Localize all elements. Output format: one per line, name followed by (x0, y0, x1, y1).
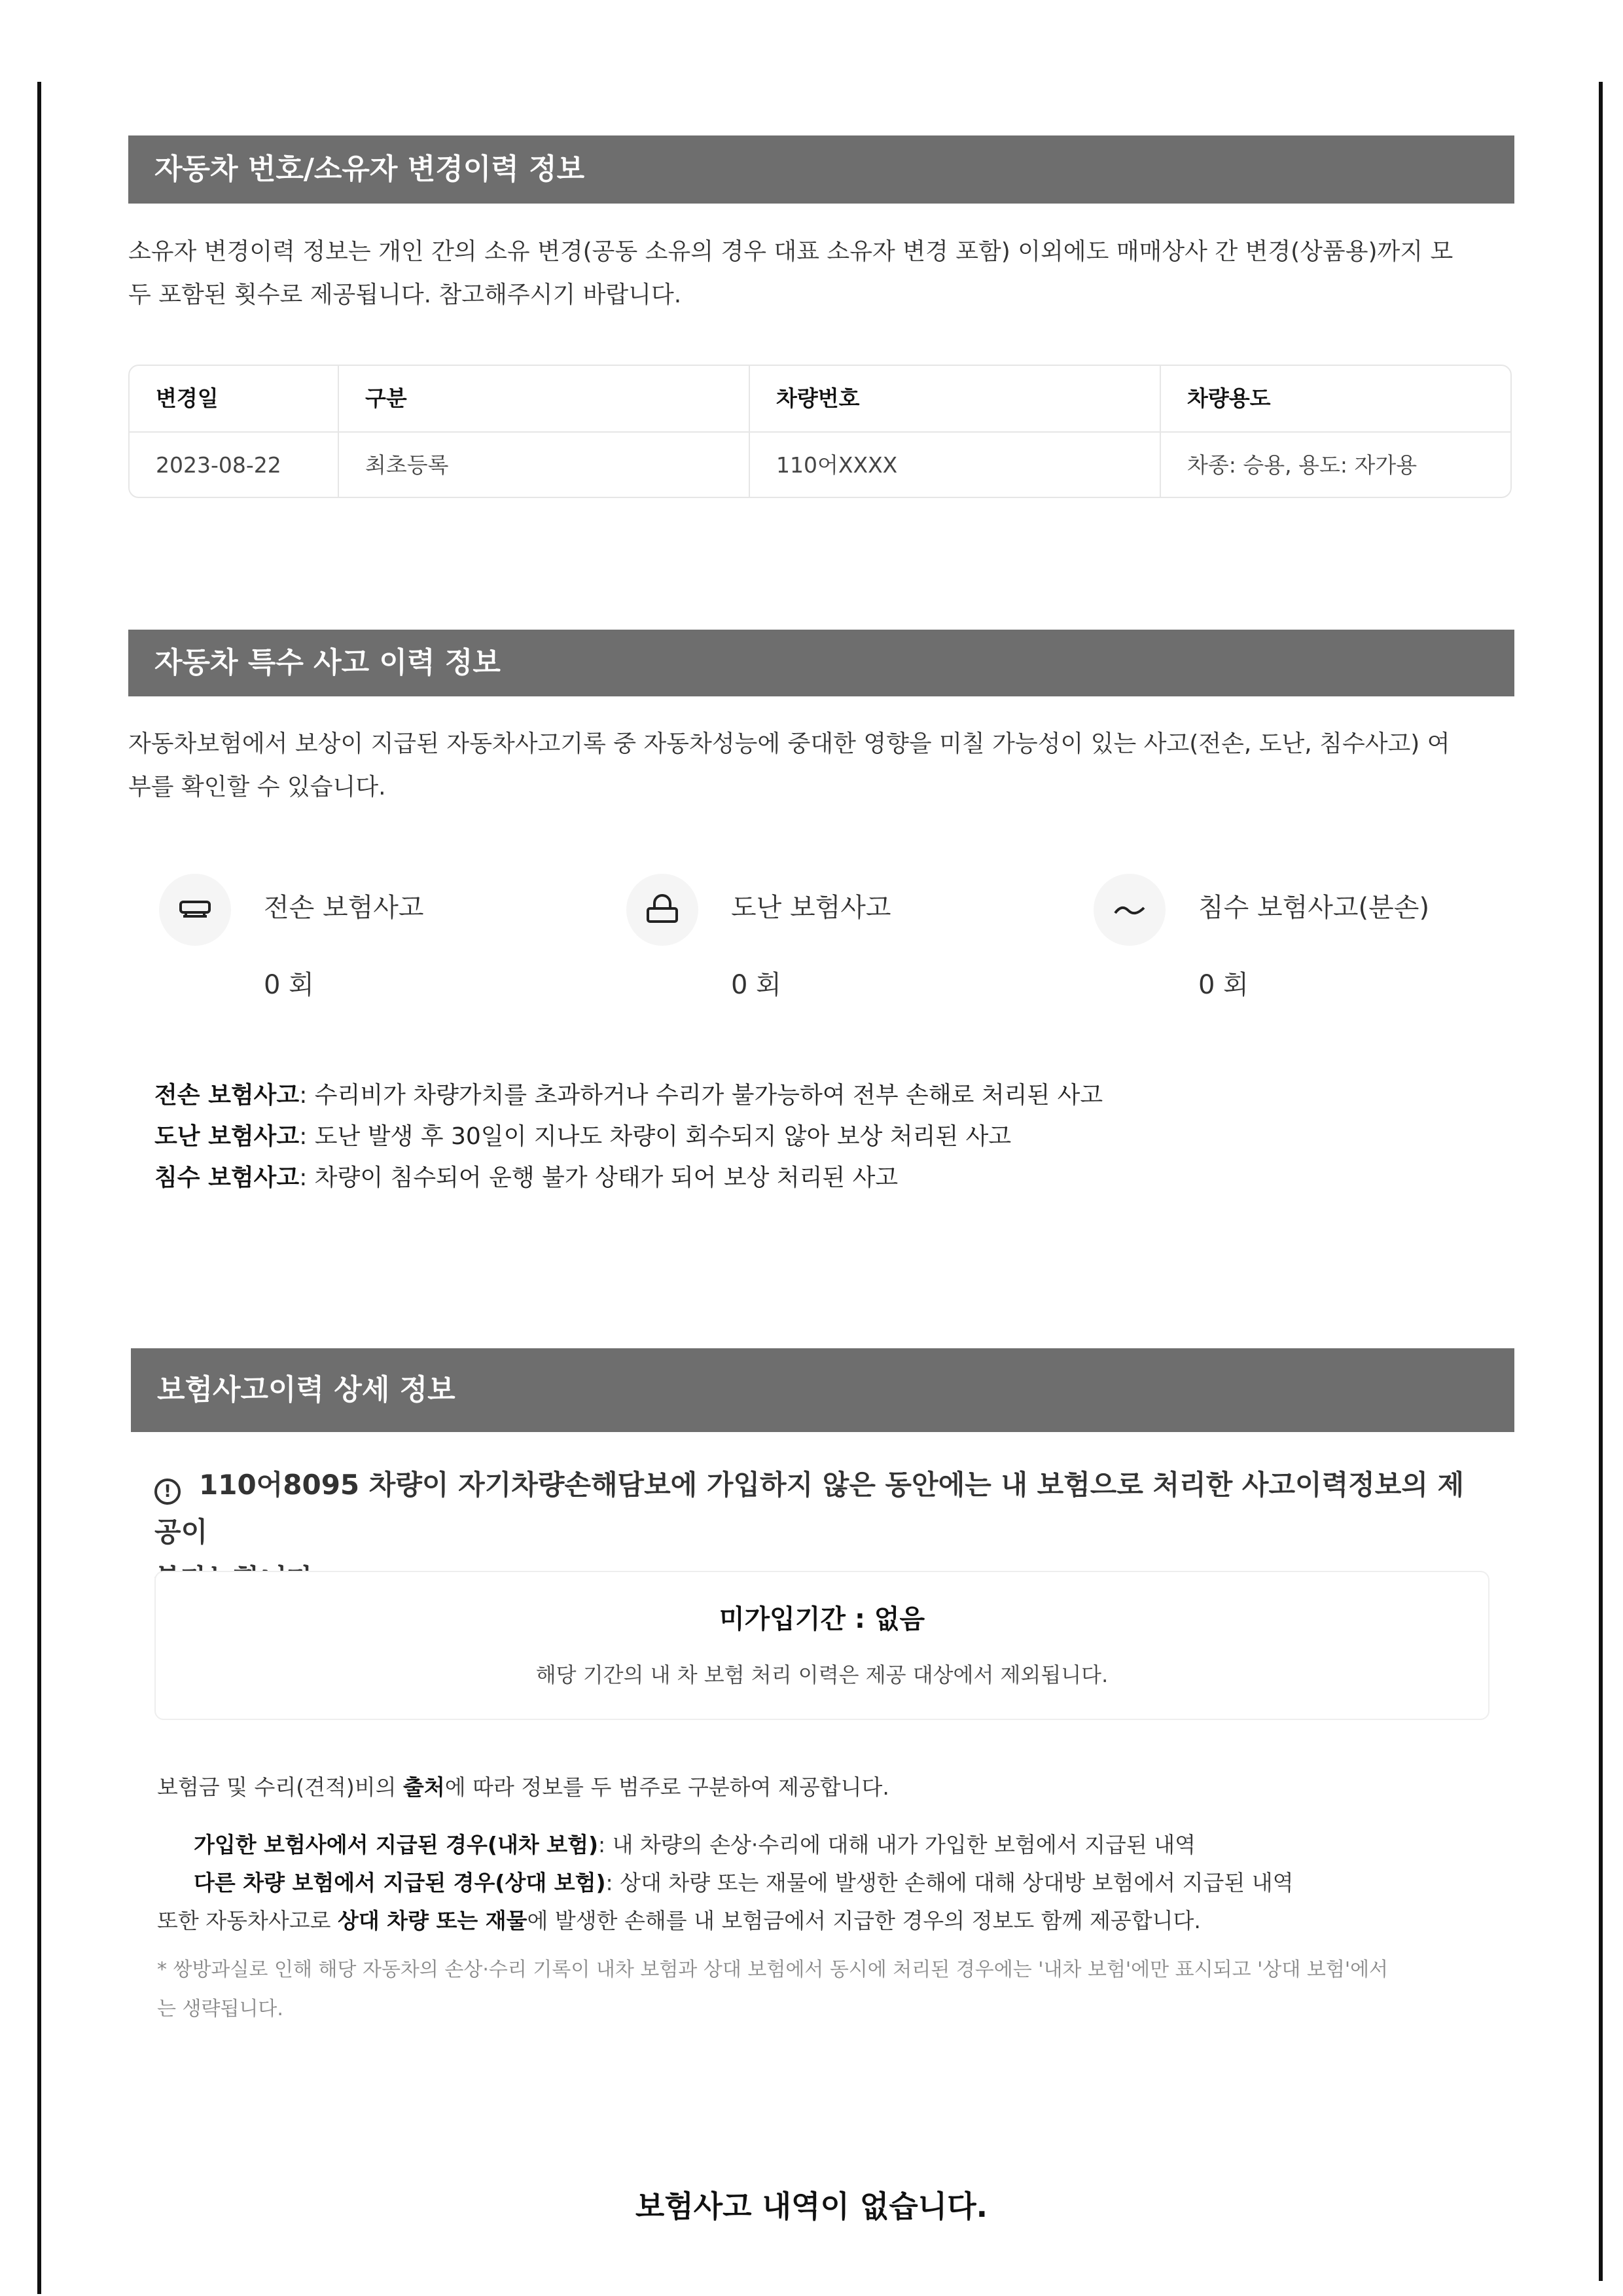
special-accident-description (128, 723, 1516, 809)
table-row (130, 433, 1510, 498)
definition-text: : 차량이 침수되어 운행 불가 상태가 되어 보상 처리된 사고 (299, 1164, 899, 1191)
theft-summary (626, 874, 1045, 998)
ownership-description-line-2: 두 포함된 횟수로 제공됩니다. 참고해주시기 바랍니다. (128, 281, 682, 308)
theft-label: 도난 보험사고 (731, 893, 891, 923)
category-own-insurance (194, 1828, 1196, 1859)
category-own-text: : 내 차량의 손상·수리에 대해 내가 가입한 보험에서 지급된 내역 (598, 1832, 1196, 1857)
definition-term: 침수 보험사고 (154, 1164, 300, 1191)
ownership-section-title: 자동차 번호/소유자 변경이력 정보 (128, 135, 1514, 204)
table-header-row (130, 366, 1510, 433)
definition-total-loss (154, 1077, 1103, 1110)
definition-flood (154, 1159, 898, 1193)
flood-label: 침수 보험사고(분손) (1198, 893, 1430, 923)
definition-term: 도난 보험사고 (154, 1123, 300, 1150)
insurance-section-title: 보험사고이력 상세 정보 (131, 1348, 1514, 1432)
total-loss-label: 전손 보험사고 (264, 893, 424, 923)
uninsured-period-description: 해당 기간의 내 차 보험 처리 이력은 제공 대상에서 제외됩니다. (535, 1662, 1109, 1687)
source-intro-post: 에 따라 정보를 두 범주로 구분하여 제공합니다. (444, 1774, 889, 1800)
additional-info (157, 1904, 1201, 1935)
flood-summary (1094, 874, 1512, 998)
ownership-history-table (128, 365, 1512, 498)
column-header-date: 변경일 (156, 386, 219, 411)
additional-info-pre: 또한 자동차사고로 (157, 1908, 338, 1933)
lock-icon (626, 874, 698, 946)
category-other-insurance (194, 1866, 1294, 1897)
total-loss-count: 0 회 (264, 970, 314, 1000)
total-loss-summary (159, 874, 578, 998)
uninsured-period-title: 미가입기간 : 없음 (719, 1604, 925, 1634)
notice-line-1: 110어8095 차량이 자기차량손해담보에 가입하지 않은 동안에는 내 보험으로 처리한 사고이력정보의 제공이 (154, 1469, 1465, 1548)
special-description-line-2: 부를 확인할 수 있습니다. (128, 774, 386, 800)
column-header-usage: 차량용도 (1160, 366, 1510, 431)
definition-text: : 도난 발생 후 30일이 지나도 차량이 회수되지 않아 보상 처리된 사고 (299, 1123, 1012, 1150)
no-accident-record-message: 보험사고 내역이 없습니다. (635, 2189, 988, 2224)
ownership-description (128, 230, 1516, 317)
theft-count: 0 회 (731, 970, 781, 1000)
cell-plate: 110어XXXX (749, 433, 1160, 498)
source-intro-pre: 보험금 및 수리(견적)비의 (157, 1774, 403, 1800)
category-other-label: 다른 차량 보험에서 지급된 경우(상대 보험) (194, 1870, 606, 1895)
flood-count: 0 회 (1198, 970, 1249, 1000)
footnote-line-2: 는 생략됩니다. (157, 1998, 283, 2020)
right-border-line (1599, 82, 1603, 2281)
left-border-line (37, 82, 41, 2294)
source-intro-bold: 출처 (403, 1774, 445, 1800)
column-header-type: 구분 (338, 366, 749, 431)
definition-term: 전손 보험사고 (154, 1082, 300, 1109)
wave-icon (1094, 874, 1166, 946)
uninsured-period-box (154, 1571, 1489, 1720)
info-icon: ! (154, 1479, 181, 1505)
special-accident-section-title: 자동차 특수 사고 이력 정보 (128, 630, 1514, 696)
footnote (157, 1950, 1492, 2029)
column-header-plate: 차량번호 (749, 366, 1160, 431)
additional-info-bold: 상대 차량 또는 재물 (338, 1908, 527, 1933)
cell-type: 최초등록 (338, 433, 749, 498)
category-own-label: 가입한 보험사에서 지급된 경우(내차 보험) (194, 1832, 599, 1857)
cell-date: 2023-08-22 (156, 452, 281, 478)
definition-text: : 수리비가 차량가치를 초과하거나 수리가 불가능하여 전부 손해로 처리된 사고 (299, 1082, 1103, 1109)
footnote-line-1: * 쌍방과실로 인해 해당 자동차의 손상·수리 기록이 내차 보험과 상대 보험에서 동시에 처리된 경우에는 '내차 보험'에만 표시되고 '상대 보험'에서 (157, 1958, 1389, 1981)
special-description-line-1: 자동차보험에서 보상이 지급된 자동차사고기록 중 자동차성능에 중대한 영향을 미칠 가능성이 있는 사고(전손, 도난, 침수사고) 여 (128, 730, 1450, 757)
definition-theft (154, 1118, 1011, 1151)
additional-info-post: 에 발생한 손해를 내 보험금에서 지급한 경우의 정보도 함께 제공합니다. (527, 1908, 1201, 1933)
ownership-description-line-1: 소유자 변경이력 정보는 개인 간의 소유 변경(공동 소유의 경우 대표 소유자 변경 포함) 이외에도 매매상사 간 변경(상품용)까지 모 (128, 238, 1454, 265)
source-intro (157, 1770, 889, 1801)
cell-usage: 차종: 승용, 용도: 자가용 (1160, 433, 1510, 498)
car-icon (159, 874, 231, 946)
category-other-text: : 상대 차량 또는 재물에 발생한 손해에 대해 상대방 보험에서 지급된 내역 (605, 1870, 1294, 1895)
